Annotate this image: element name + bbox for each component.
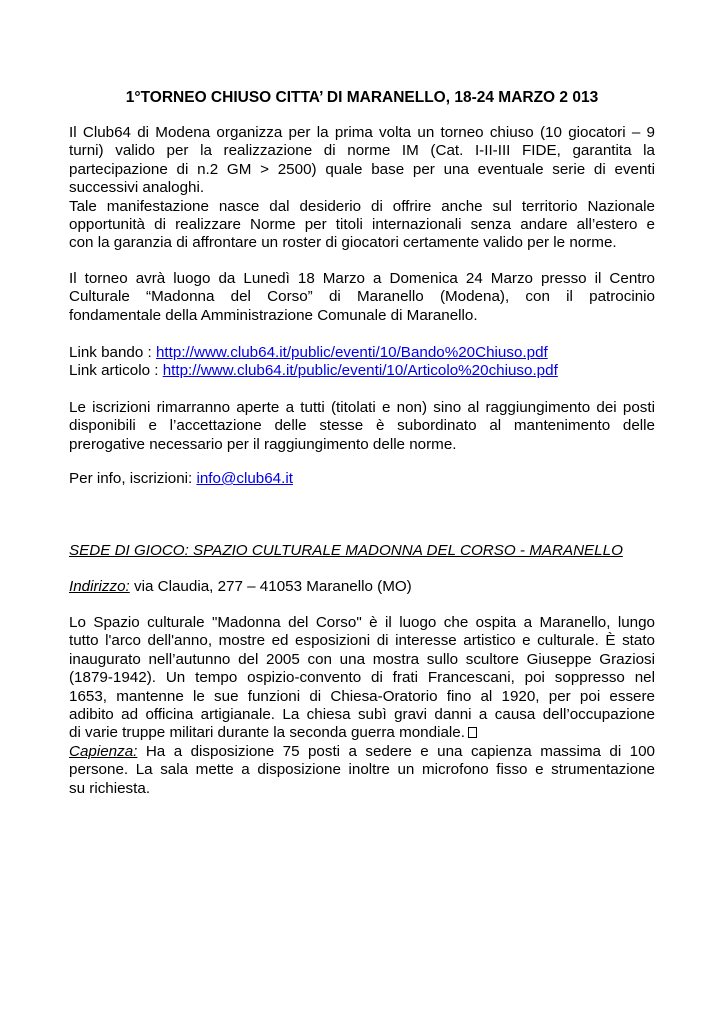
dates-paragraph <box>69 270 655 325</box>
info-label: Per info, iscrizioni: <box>69 470 197 487</box>
text-line: (1879-1942). Un tempo ospizio-convento di frati Francescani, poi soppresso nel <box>69 669 655 687</box>
text-line: Lo Spazio culturale "Madonna del Corso" è il luogo che ospita a Maranello, lungo <box>69 614 655 631</box>
text-line: inaugurato nell’autunno del 2005 con una mostra sullo scultore Giuseppe Graziosi <box>69 650 655 668</box>
text-line: Il torneo avrà luogo da Lunedì 18 Marzo a Domenica 24 Marzo presso il Centro <box>69 270 655 287</box>
text-line: successivi analoghi. <box>69 179 205 197</box>
text-line: opportunità di realizzare Norme per titoli internazionali senza andare all’estero e <box>69 216 655 234</box>
missing-glyph-icon <box>468 727 477 738</box>
bando-label: Link bando : <box>69 344 156 361</box>
text-line: con la garanzia di affrontare un roster di giocatori certamente valido per le norme. <box>69 234 617 252</box>
text-line: Culturale “Madonna del Corso” di Maranello (Modena), con il patrocinio <box>69 288 655 306</box>
venue-description <box>69 614 655 798</box>
document-title: 1°TORNEO CHIUSO CITTA’ DI MARANELLO, 18-24 MARZO 2 013 <box>125 89 599 106</box>
text-line: Tale manifestazione nasce dal desiderio di offrire anche sul territorio Nazionale <box>69 197 655 215</box>
capacity-text: Ha a disposizione 75 posti a sedere e una capienza massima di 100 <box>137 742 655 760</box>
text-line: Il Club64 di Modena organizza per la prima volta un torneo chiuso (10 giocatori – 9 <box>69 124 655 141</box>
text-line: turni) valido per la realizzazione di norme IM (Cat. I-II-III FIDE, garantita la <box>69 142 655 160</box>
capacity-label: Capienza: <box>69 742 138 760</box>
venue-heading-text: SEDE DI GIOCO: SPAZIO CULTURALE MADONNA DEL CORSO - MARANELLO <box>69 542 623 559</box>
intro-paragraph <box>69 124 655 253</box>
email-link[interactable]: info@club64.it <box>196 470 293 487</box>
registration-paragraph <box>69 399 655 454</box>
capacity-line <box>69 743 655 761</box>
text-line: Le iscrizioni rimarranno aperte a tutti (titolati e non) sino al raggiungimento dei posti <box>69 399 655 416</box>
text-line-content: di varie truppe militari durante la seconda guerra mondiale. <box>69 724 465 742</box>
info-line <box>69 470 655 488</box>
articolo-label: Link articolo : <box>69 362 163 380</box>
venue-heading <box>69 542 655 560</box>
links-block <box>69 344 655 381</box>
address-label: Indirizzo: <box>69 578 130 595</box>
text-line: adibito ad officina artigianale. La chiesa subì gravi danni a causa dell’occupazione <box>69 706 655 724</box>
text-line: su richiesta. <box>69 779 151 797</box>
text-line: disponibili e l’accettazione delle stesse è subordinato al mantenimento delle <box>69 417 655 435</box>
text-line: persone. La sala mette a disposizione inoltre un microfono fisso e strumentazione <box>69 761 655 779</box>
text-line: tutto l'arco dell'anno, mostre ed esposizioni di interesse artistico e culturale. È stato <box>69 632 655 650</box>
articolo-link[interactable]: http://www.club64.it/public/eventi/10/Articolo%20chiuso.pdf <box>162 362 558 380</box>
articolo-link-line <box>69 362 655 380</box>
address-value: via Claudia, 277 – 41053 Maranello (MO) <box>129 578 412 595</box>
text-line: fondamentale della Amministrazione Comunale di Maranello. <box>69 306 478 324</box>
text-line: partecipazione di n.2 GM > 2500) quale base per una eventuale serie di eventi <box>69 160 655 178</box>
bando-link-line <box>69 344 655 362</box>
text-line: 1653, mantenne le sue funzioni di Chiesa-Oratorio fino al 1920, per poi essere <box>69 687 655 705</box>
bando-link[interactable]: http://www.club64.it/public/eventi/10/Bando%20Chiuso.pdf <box>155 344 548 361</box>
address-line <box>69 578 655 596</box>
text-line <box>69 724 655 742</box>
text-line: prerogative necessario per il raggiungimento delle norme. <box>69 435 457 453</box>
